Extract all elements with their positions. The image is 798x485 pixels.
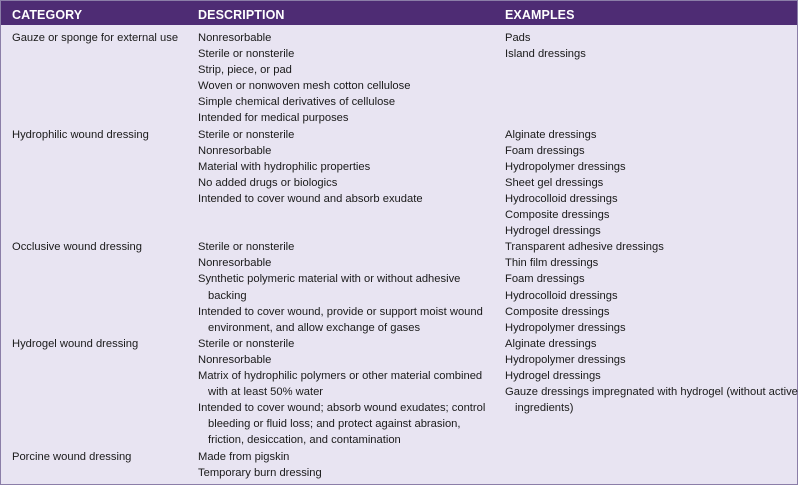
description-line: bleeding or fluid loss; and protect against abrasion,: [208, 418, 461, 431]
description-line: Strip, piece, or pad: [198, 64, 292, 77]
description-line: Intended to cover wound; absorb wound exudates; control: [198, 402, 486, 415]
example-line: Hydropolymer dressings: [505, 353, 626, 366]
table-row: [1, 127, 797, 240]
description-line: Sterile or nonsterile: [198, 48, 295, 61]
category-cell: [12, 336, 138, 352]
description-line: backing: [208, 289, 247, 302]
description-cell: [198, 336, 485, 449]
header-category: CATEGORY: [12, 8, 83, 22]
category-text: Occlusive wound dressing: [12, 241, 142, 254]
examples-cell: [505, 336, 798, 416]
example-line: Composite dressings: [505, 209, 610, 222]
example-line: Hydrocolloid dressings: [505, 289, 618, 302]
example-line: ingredients): [515, 402, 574, 415]
example-line: Foam dressings: [505, 144, 585, 157]
description-line: Sterile or nonsterile: [198, 241, 295, 254]
table-row: [1, 336, 797, 449]
description-line: No added drugs or biologics: [198, 176, 338, 189]
table-row: [1, 30, 797, 127]
description-line: environment, and allow exchange of gases: [208, 321, 421, 334]
description-line: Intended for medical purposes: [198, 112, 349, 125]
category-text: Hydrophilic wound dressing: [12, 128, 149, 141]
description-line: Nonresorbable: [198, 257, 272, 270]
example-line: Alginate dressings: [505, 128, 597, 141]
description-line: Simple chemical derivatives of cellulose: [198, 96, 396, 109]
category-text: Porcine wound dressing: [12, 450, 132, 463]
description-cell: [198, 239, 483, 336]
table-row: [1, 449, 797, 481]
examples-cell: [505, 30, 586, 62]
description-line: friction, desiccation, and contamination: [208, 434, 401, 447]
description-line: Temporary burn dressing: [198, 466, 322, 479]
category-cell: [12, 239, 142, 255]
description-line: Woven or nonwoven mesh cotton cellulose: [198, 80, 411, 93]
description-line: Intended to cover wound, provide or support moist wound: [198, 305, 483, 318]
header-examples: EXAMPLES: [505, 8, 575, 22]
description-line: Nonresorbable: [198, 144, 272, 157]
description-line: Material with hydrophilic properties: [198, 160, 371, 173]
example-line: Alginate dressings: [505, 337, 597, 350]
example-line: Pads: [505, 32, 531, 44]
description-cell: [198, 30, 410, 127]
description-line: Sterile or nonsterile: [198, 128, 295, 141]
description-cell: [198, 127, 423, 207]
description-line: Made from pigskin: [198, 450, 290, 463]
example-line: Thin film dressings: [505, 257, 599, 270]
example-line: Foam dressings: [505, 273, 585, 286]
description-line: with at least 50% water: [208, 386, 324, 399]
example-line: Composite dressings: [505, 305, 610, 318]
description-cell: [198, 449, 322, 481]
category-text: Gauze or sponge for external use: [12, 32, 179, 44]
header-description: DESCRIPTION: [198, 8, 285, 22]
category-cell: [12, 449, 131, 465]
description-line: Synthetic polymeric material with or without adhesive: [198, 273, 461, 286]
category-text: Hydrogel wound dressing: [12, 337, 139, 350]
table-body: [1, 30, 797, 481]
example-line: Hydrocolloid dressings: [505, 192, 618, 205]
example-line: Hydrogel dressings: [505, 225, 601, 238]
table-header: [1, 1, 797, 25]
example-line: Sheet gel dressings: [505, 176, 604, 189]
description-line: Matrix of hydrophilic polymers or other material combined: [198, 370, 483, 383]
examples-cell: [505, 239, 664, 336]
example-line: Gauze dressings impregnated with hydrogel (without active: [505, 386, 798, 399]
category-cell: [12, 30, 178, 46]
description-line: Sterile or nonsterile: [198, 337, 295, 350]
example-line: Transparent adhesive dressings: [505, 241, 664, 254]
example-line: Hydropolymer dressings: [505, 160, 626, 173]
category-cell: [12, 127, 149, 143]
example-line: Hydrogel dressings: [505, 370, 601, 383]
table-row: [1, 239, 797, 336]
example-line: Hydropolymer dressings: [505, 321, 626, 334]
examples-cell: [505, 127, 626, 240]
description-line: Nonresorbable: [198, 353, 272, 366]
description-line: Nonresorbable: [198, 32, 272, 44]
example-line: Island dressings: [505, 48, 586, 61]
description-line: Intended to cover wound and absorb exudate: [198, 192, 423, 205]
